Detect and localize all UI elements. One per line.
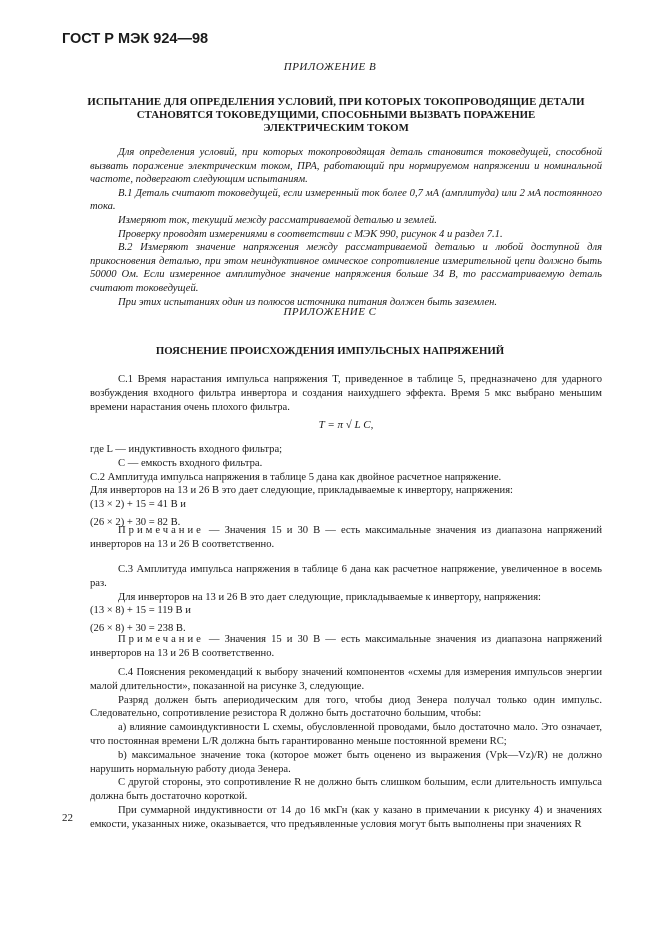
appendix-b-title: ИСПЫТАНИЕ ДЛЯ ОПРЕДЕЛЕНИЯ УСЛОВИЙ, ПРИ КОТОРЫХ ТОКОПРОВОДЯЩИЕ ДЕТАЛИ СТАНОВЯТСЯ ТОКОВЕДУЩИМИ, СПОСОБНЫМИ ВЫЗВАТЬ ПОРАЖЕНИЕ ЭЛЕКТРИЧЕСКИМ ТОКОМ: [87, 96, 585, 134]
formula-rise-time: T = π √ L C,: [318, 419, 374, 431]
c3-paragraph: С.3 Амплитуда импульса напряжения в таблице 6 дана как расчетное напряжение, увеличенное в восемь раз.: [90, 564, 602, 589]
c2-calc-2: (26 × 2) + 30 = 82 В.: [90, 516, 181, 528]
c4-paragraph: С.4 Пояснения рекомендаций к выбору значений компонентов «схемы для измерения импульсов энергии малой длительности», показанной на рисунке 3, следующие.: [90, 667, 602, 692]
note-2: [90, 633, 602, 661]
c4-paragraph: При суммарной индуктивности от 14 до 16 мкГн (как у казано в примечании к рисунку 4) и значениях емкости, указанных ниже, оказывается, что предъявленные условия могут быть выполнены при значениях R: [90, 804, 602, 830]
c3-inverters: Для инверторов на 13 и 26 В это дает следующие, прикладываемые к инвертору, напряжения:: [118, 591, 542, 603]
section-c4: [90, 666, 602, 832]
appendix-b-paragraph: Измеряют ток, текущий между рассматриваемой деталью и землей.: [118, 214, 437, 226]
appendix-b-paragraph: Для определения условий, при которых токопроводящая деталь становится токоведущей, способной вызвать поражение электрическим током, ПРА, работающий при нормируемом напряжении и номинальной частоте, подвергают следующим испытаниям.: [90, 147, 602, 186]
c3-calc-1: (13 × 8) + 15 = 119 В и: [90, 605, 191, 617]
section-c1: [90, 373, 602, 414]
appendix-b-body: [90, 146, 602, 309]
document-header: ГОСТ Р МЭК 924—98: [62, 31, 209, 47]
note-label: Примечание: [118, 525, 204, 536]
appendix-b-paragraph: Проверку проводят измерениями в соответствии с МЭК 990, рисунок 4 и раздел 7.1.: [118, 228, 503, 240]
c4-paragraph: С другой стороны, это сопротивление R не должно быть слишком большим, если длительность импульса должна быть достаточно короткой.: [90, 777, 602, 803]
section-c2: [90, 443, 602, 530]
c4-paragraph: Разряд должен быть апериодическим для того, чтобы диод Зенера получал только один импульс. Следовательно, сопротивление резистора R должно быть достаточно большим, чтобы:: [90, 694, 602, 720]
appendix-c-title: ПОЯСНЕНИЕ ПРОИСХОЖДЕНИЯ ИМПУЛЬСНЫХ НАПРЯЖЕНИЙ: [155, 345, 505, 357]
c1-paragraph: С.1 Время нарастания импульса напряжения T, приведенное в таблице 5, предназначено для ударного возбуждения входного фильтра инвертора и создания наихудшего эффекта. Время 5 мкс выбрано меньшим времени нарастания очень плохого фильтра.: [90, 374, 602, 413]
appendix-c-label: ПРИЛОЖЕНИЕ С: [283, 306, 377, 318]
note-label: Примечание: [118, 634, 204, 645]
appendix-b-paragraph: В.1 Деталь считают токоведущей, если измеренный ток более 0,7 мА (амплитуда) или 2 мА постоянного тока.: [90, 187, 602, 213]
page-number: 22: [62, 812, 73, 824]
note-text: — Значения 15 и 30 В — есть максимальные значения из диапазона напряжений инверторов на 13 и 26 В соответственно.: [90, 634, 602, 659]
where-l: где L — индуктивность входного фильтра;: [90, 444, 283, 455]
c2-inverters: Для инверторов на 13 и 26 В это дает следующие, прикладываемые к инвертору, напряжения:: [90, 485, 514, 497]
c4-item-a: a) влияние самоиндуктивности L схемы, обусловленной проводами, было достаточно мало. Это означает, что постоянная времени L/R должна быть гарантированно меньше постоянной времени RC;: [90, 722, 602, 747]
note-text: — Значения 15 и 30 В — есть максимальные значения из диапазона напряжений инверторов на 13 и 26 В соответственно.: [90, 525, 602, 550]
c2-calc-1: (13 × 2) + 15 = 41 В и: [90, 499, 186, 511]
c4-item-b: b) максимальное значение тока (которое может быть оценено из выражения (Vpk—Vz)/R) не должно нарушить нормальную работу диода Зенера.: [90, 749, 602, 775]
appendix-b-paragraph: При этих испытаниях один из полюсов источника питания должен быть заземлен.: [118, 296, 498, 308]
section-c3: [90, 563, 602, 636]
note-1: [90, 524, 602, 552]
appendix-b-paragraph: В.2 Измеряют значение напряжения между рассматриваемой деталью и любой доступной для прикосновения деталью, при этом неиндуктивное омическое сопротивление измерительной цепи должно быть 50000 Ом. Если измеренное амплитудное значение напряжения больше 34 В, то рассматриваемую деталь считают токоведущей.: [90, 242, 602, 294]
appendix-b-label: ПРИЛОЖЕНИЕ В: [283, 61, 377, 73]
c2-paragraph: С.2 Амплитуда импульса напряжения в таблице 5 дана как двойное расчетное напряжение.: [90, 471, 502, 483]
c3-calc-2: (26 × 8) + 30 = 238 В.: [90, 623, 186, 635]
where-c: C — емкость входного фильтра.: [118, 457, 263, 469]
